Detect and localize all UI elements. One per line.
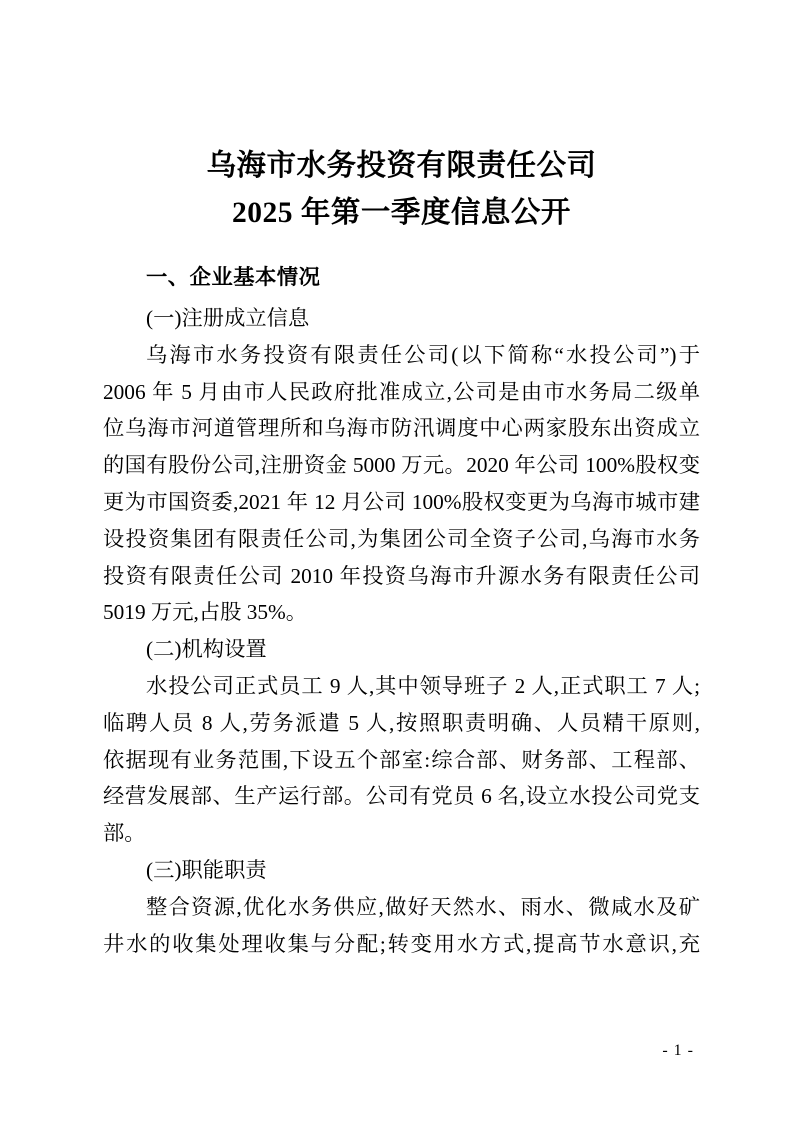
- paragraph-line: 投资有限责任公司 2010 年投资乌海市升源水务有限责任公司: [103, 563, 700, 588]
- subsection-heading-1: (一)注册成立信息: [146, 306, 310, 330]
- paragraph-line: 部。: [103, 821, 146, 846]
- paragraph-line: 位乌海市河道管理所和乌海市防汛调度中心两家股东出资成立: [103, 416, 700, 441]
- paragraph-line: 设投资集团有限责任公司,为集团公司全资子公司,乌海市水务: [103, 526, 700, 551]
- paragraph-line: 乌海市水务投资有限责任公司(以下简称“水投公司”)于: [146, 342, 700, 367]
- paragraph-line: 井水的收集处理收集与分配;转变用水方式,提高节水意识,充: [103, 931, 700, 956]
- paragraph-line: 5019 万元,占股 35%。: [103, 600, 308, 625]
- section-body: [103, 300, 700, 962]
- paragraph-line: 2006 年 5 月由市人民政府批准成立,公司是由市水务局二级单: [103, 379, 700, 404]
- document-content: [103, 0, 700, 962]
- document-title-line-2: 2025 年第一季度信息公开: [232, 197, 571, 229]
- subsection-heading-2: (二)机构设置: [146, 637, 267, 662]
- section-heading: 一、企业基本情况: [146, 265, 321, 289]
- paragraph-line: 水投公司正式员工 9 人,其中领导班子 2 人,正式职工 7 人;: [146, 673, 700, 698]
- document-title: [103, 143, 700, 237]
- paragraph-line: 整合资源,优化水务供应,做好天然水、雨水、微咸水及矿: [146, 894, 700, 919]
- document-title-line-1: 乌海市水务投资有限责任公司: [206, 150, 597, 182]
- page-number: - 1 -: [662, 1042, 694, 1059]
- subsection-heading-3: (三)职能职责: [146, 857, 267, 882]
- paragraph-line: 依据现有业务范围,下设五个部室:综合部、财务部、工程部、: [103, 747, 700, 772]
- paragraph-line: 临聘人员 8 人,劳务派遣 5 人,按照职责明确、人员精干原则,: [103, 710, 700, 735]
- paragraph-line: 的国有股份公司,注册资金 5000 万元。2020 年公司 100%股权变: [103, 453, 700, 478]
- paragraph-line: 经营发展部、生产运行部。公司有党员 6 名,设立水投公司党支: [103, 784, 700, 809]
- paragraph-line: 更为市国资委,2021 年 12 月公司 100%股权变更为乌海市城市建: [103, 489, 700, 514]
